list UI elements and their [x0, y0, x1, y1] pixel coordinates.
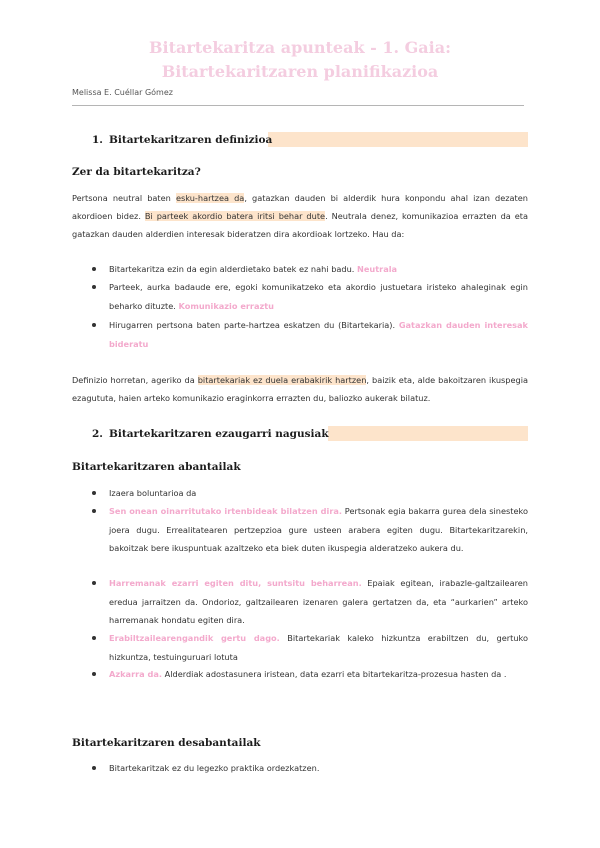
highlighted-phrase: esku-hartzea da	[175, 193, 245, 203]
list-item	[92, 665, 528, 684]
text-run: . Neutrala denez, komunikazioa errazten da eta gatazkan dauden alderdien interesak bideratzen dira akordioak lortzeko. Hau da:	[72, 211, 528, 239]
bullet-text: Izaera boluntarioa da	[109, 488, 197, 498]
section-heading-2	[92, 428, 329, 440]
section-number: 2.	[92, 428, 103, 440]
header-divider	[72, 105, 524, 106]
pink-lead: Azkarra da.	[109, 669, 163, 679]
bullet-text: Pertsonak egia bakarra gurea dela sinesteko joera dugu. Errealitatearen pertzepzioa gure usteen arabera egiten dugu. Bitartekaritzarekin, bakoitzak bere ikuspuntuak azaltzeko eta biek duten ikuspegia alderatzeko aukera du.	[109, 506, 528, 553]
text-run: Definizio horretan, ageriko da	[72, 375, 198, 385]
subheading-disadvantages: Bitartekaritzaren desabantailak	[72, 737, 261, 749]
list-item	[92, 316, 528, 353]
bullet-text: Alderdiak adostasunera iristean, data ezarri eta bitartekaritza-prozesua hasten da .	[162, 669, 507, 679]
text-run: Pertsona neutral baten	[72, 193, 176, 203]
bullet	[92, 636, 96, 640]
bullet-text: Bitartekaritzak ez du legezko praktika ordezkatzen.	[109, 763, 320, 773]
pink-tag: Komunikazio erraztu	[178, 300, 274, 311]
list-item	[92, 574, 528, 630]
bullet	[92, 491, 96, 495]
closing-paragraph	[72, 371, 528, 407]
bullet-text: Hirugarren pertsona baten parte-hartzea eskatzen du (Bitartekaria).	[109, 320, 399, 330]
bullet	[92, 509, 96, 513]
pink-lead: Erabiltzailearengandik gertu dago.	[109, 633, 280, 643]
list-item	[92, 260, 528, 279]
section-heading-highlight	[328, 426, 528, 441]
text-run: , gatazkan dauden bi alderdik hura konpondu ahal izan dezaten akordioen bidez.	[72, 193, 528, 221]
section-title: Bitartekaritzaren ezaugarri nagusiak	[109, 428, 329, 440]
list-item	[92, 629, 528, 666]
author-name: Melissa E. Cuéllar Gómez	[72, 88, 173, 97]
subheading-advantages: Bitartekaritzaren abantailak	[72, 461, 241, 473]
highlighted-phrase: Bi parteek akordio batera iritsi behar dute	[144, 211, 326, 221]
text-run: , baizik eta, alde bakoitzaren ikuspegia ezagututa, haien arteko komunikazio eraginkorra errazten du, baliozko aukerak bilatuz.	[72, 375, 528, 403]
bullet	[92, 672, 96, 676]
pink-tag: Gatazkan dauden interesak bideratu	[109, 320, 528, 349]
bullet	[92, 267, 96, 271]
bullet	[92, 581, 96, 585]
bullet	[92, 766, 96, 770]
section-title: Bitartekaritzaren definizioa	[109, 134, 273, 146]
bullet	[92, 323, 96, 327]
list-item	[92, 278, 528, 315]
intro-paragraph	[72, 189, 528, 243]
bullet-text: Parteek, aurka badaude ere, egoki komunikatzeko eta akordio justuetara iristeko ahaleginak egin beharko dituzte.	[109, 282, 528, 311]
highlighted-phrase: bitartekariak ez duela erabakirik hartzen	[197, 375, 367, 385]
list-item	[92, 484, 528, 503]
bullet-text: Bitartekaritza ezin da egin alderdietako batek ez nahi badu.	[109, 264, 358, 274]
document-title: Bitartekaritza apunteak - 1. Gaia: Bitartekaritzaren planifikazioa	[148, 38, 451, 81]
list-item	[92, 759, 528, 778]
section-heading-1	[92, 134, 272, 146]
pink-tag: Neutrala	[357, 264, 398, 274]
bullet-text: Epaiak egitean, irabazle-galtzailearen eredua jarraitzen da. Ondorioz, galtzailearen izenaren galera gertatzen da, eta “aurkarien” arteko harremanak hondatu egiten dira.	[109, 578, 528, 625]
subheading-what-is: Zer da bitartekaritza?	[72, 166, 201, 178]
section-number: 1.	[92, 134, 103, 146]
section-heading-highlight	[268, 132, 528, 147]
bullet	[92, 285, 96, 289]
pink-lead: Harremanak ezarri egiten ditu, suntsitu beharrean.	[109, 578, 362, 588]
list-item	[92, 502, 528, 558]
bullet-text: Bitartekariak kaleko hizkuntza erabiltzen du, gertuko hizkuntza, testuinguruari lotuta	[109, 633, 528, 662]
pink-lead: Sen onean oinarritutako irtenbideak bilatzen dira.	[109, 506, 343, 516]
